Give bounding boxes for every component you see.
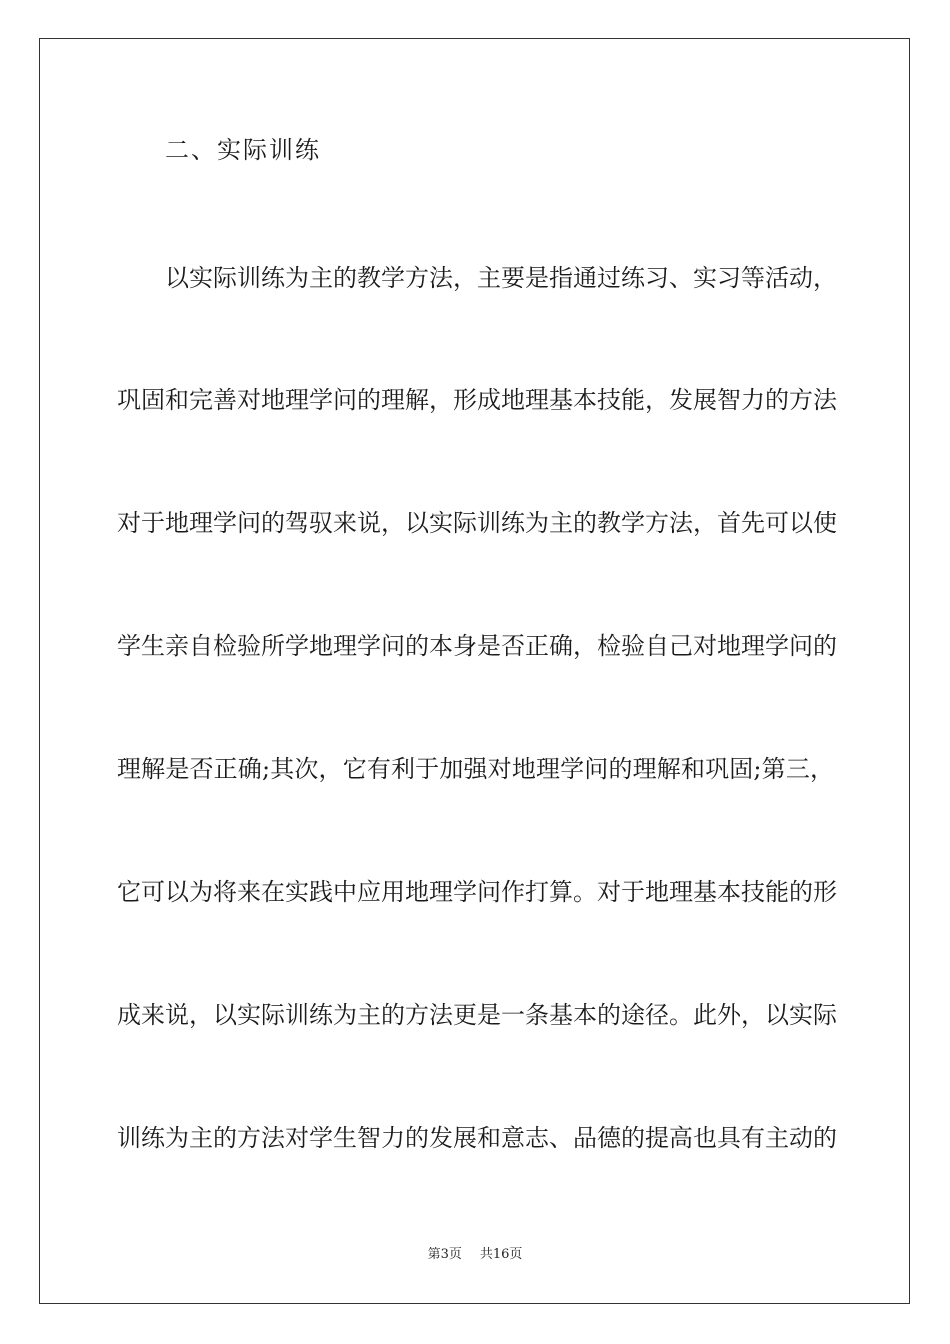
paragraph-line-7: 成来说，以实际训练为主的方法更是一条基本的途径。此外，以实际 bbox=[117, 1001, 837, 1029]
paragraph-line-2: 巩固和完善对地理学问的理解，形成地理基本技能，发展智力的方法 bbox=[117, 386, 837, 414]
page-footer bbox=[0, 1246, 950, 1264]
page-border bbox=[39, 38, 910, 1304]
paragraph-line-1: 以实际训练为主的教学方法，主要是指通过练习、实习等活动， bbox=[165, 264, 837, 292]
paragraph-line-3: 对于地理学问的驾驭来说，以实际训练为主的教学方法，首先可以使 bbox=[117, 509, 837, 537]
paragraph-line-4: 学生亲自检验所学地理学问的本身是否正确，检验自己对地理学问的 bbox=[117, 632, 837, 660]
paragraph-line-5: 理解是否正确;其次，它有利于加强对地理学问的理解和巩固;第三， bbox=[117, 755, 834, 783]
total-pages: 共16页 bbox=[479, 1247, 523, 1262]
paragraph-line-8: 训练为主的方法对学生智力的发展和意志、品德的提高也具有主动的 bbox=[117, 1124, 837, 1152]
page-number: 第3页 bbox=[427, 1247, 462, 1262]
paragraph-line-6: 它可以为将来在实践中应用地理学问作打算。对于地理基本技能的形 bbox=[117, 878, 837, 906]
section-heading: 二、实际训练 bbox=[165, 136, 321, 164]
